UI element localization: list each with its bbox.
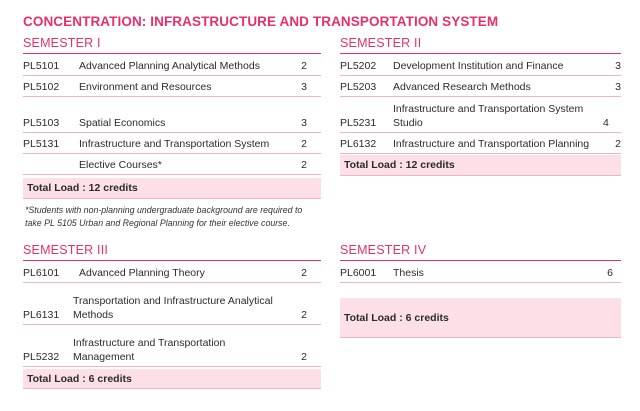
course-credits: 4 (603, 117, 609, 129)
course-row (23, 76, 321, 97)
course-row (23, 154, 321, 175)
course-code: PL5203 (340, 81, 377, 93)
course-name: Advanced Planning Analytical Methods (79, 60, 260, 72)
course-row (23, 133, 321, 154)
course-code: PL6001 (340, 267, 377, 279)
semester-title: SEMESTER I (23, 36, 321, 54)
semester-2-table (340, 36, 621, 176)
course-code: PL5232 (23, 351, 60, 363)
course-credits: 2 (301, 159, 307, 171)
course-credits: 2 (615, 138, 621, 150)
course-credits: 2 (301, 309, 307, 321)
course-code: PL5102 (23, 81, 60, 93)
course-credits: 3 (301, 81, 307, 93)
total-load: Total Load : 12 credits (340, 155, 621, 176)
course-row (23, 283, 321, 325)
semester-4-table (340, 243, 621, 338)
course-row (340, 133, 621, 154)
course-code: PL5231 (340, 117, 377, 129)
course-row (340, 76, 621, 97)
course-credits: 3 (301, 117, 307, 129)
course-row (23, 97, 321, 133)
course-credits: 2 (301, 267, 307, 279)
course-credits: 3 (615, 81, 621, 93)
course-credits: 2 (301, 351, 307, 363)
course-name: Infrastructure and Transportation Management (73, 337, 226, 363)
course-name: Infrastructure and Transportation Planning (393, 138, 590, 150)
course-row (23, 54, 321, 76)
course-name: Infrastructure and Transportation System (79, 138, 270, 150)
course-code: PL6132 (340, 138, 377, 150)
course-name: Development Institution and Finance (393, 60, 564, 72)
semester-1-table (23, 36, 321, 230)
footnote: *Students with non-planning undergraduate background are required to take PL 5105 Urban and Regional Planning for their elective course. (25, 205, 303, 228)
total-load: Total Load : 6 credits (340, 298, 621, 338)
course-name: Elective Courses* (79, 159, 162, 171)
course-row (23, 325, 321, 367)
course-code: PL6101 (23, 267, 60, 279)
course-name: Transportation and Infrastructure Analytical Methods (73, 295, 273, 321)
course-name: Thesis (393, 267, 424, 279)
course-name: Advanced Research Methods (393, 81, 531, 93)
total-load: Total Load : 6 credits (23, 369, 321, 389)
semester-title: SEMESTER III (23, 243, 321, 261)
course-credits: 2 (301, 60, 307, 72)
course-code: PL6131 (23, 309, 60, 321)
page-title: CONCENTRATION: INFRASTRUCTURE AND TRANSPORTATION SYSTEM (23, 14, 499, 29)
course-name: Spatial Economics (79, 117, 166, 129)
course-name: Environment and Resources (79, 81, 212, 93)
semester-title: SEMESTER IV (340, 243, 621, 261)
course-row (340, 54, 621, 76)
course-credits: 6 (607, 267, 613, 279)
course-credits: 3 (615, 60, 621, 72)
total-load: Total Load : 12 credits (23, 178, 321, 199)
course-name: Advanced Planning Theory (79, 267, 205, 279)
course-code: PL5103 (23, 117, 60, 129)
course-name: Infrastructure and Transportation System Studio (393, 103, 584, 129)
semester-title: SEMESTER II (340, 36, 621, 54)
course-row (340, 261, 621, 283)
course-row (23, 261, 321, 283)
course-code: PL5101 (23, 60, 60, 72)
course-credits: 2 (301, 138, 307, 150)
course-code: PL5131 (23, 138, 60, 150)
course-code: PL5202 (340, 60, 377, 72)
course-row (340, 97, 621, 133)
semester-3-table (23, 243, 321, 389)
